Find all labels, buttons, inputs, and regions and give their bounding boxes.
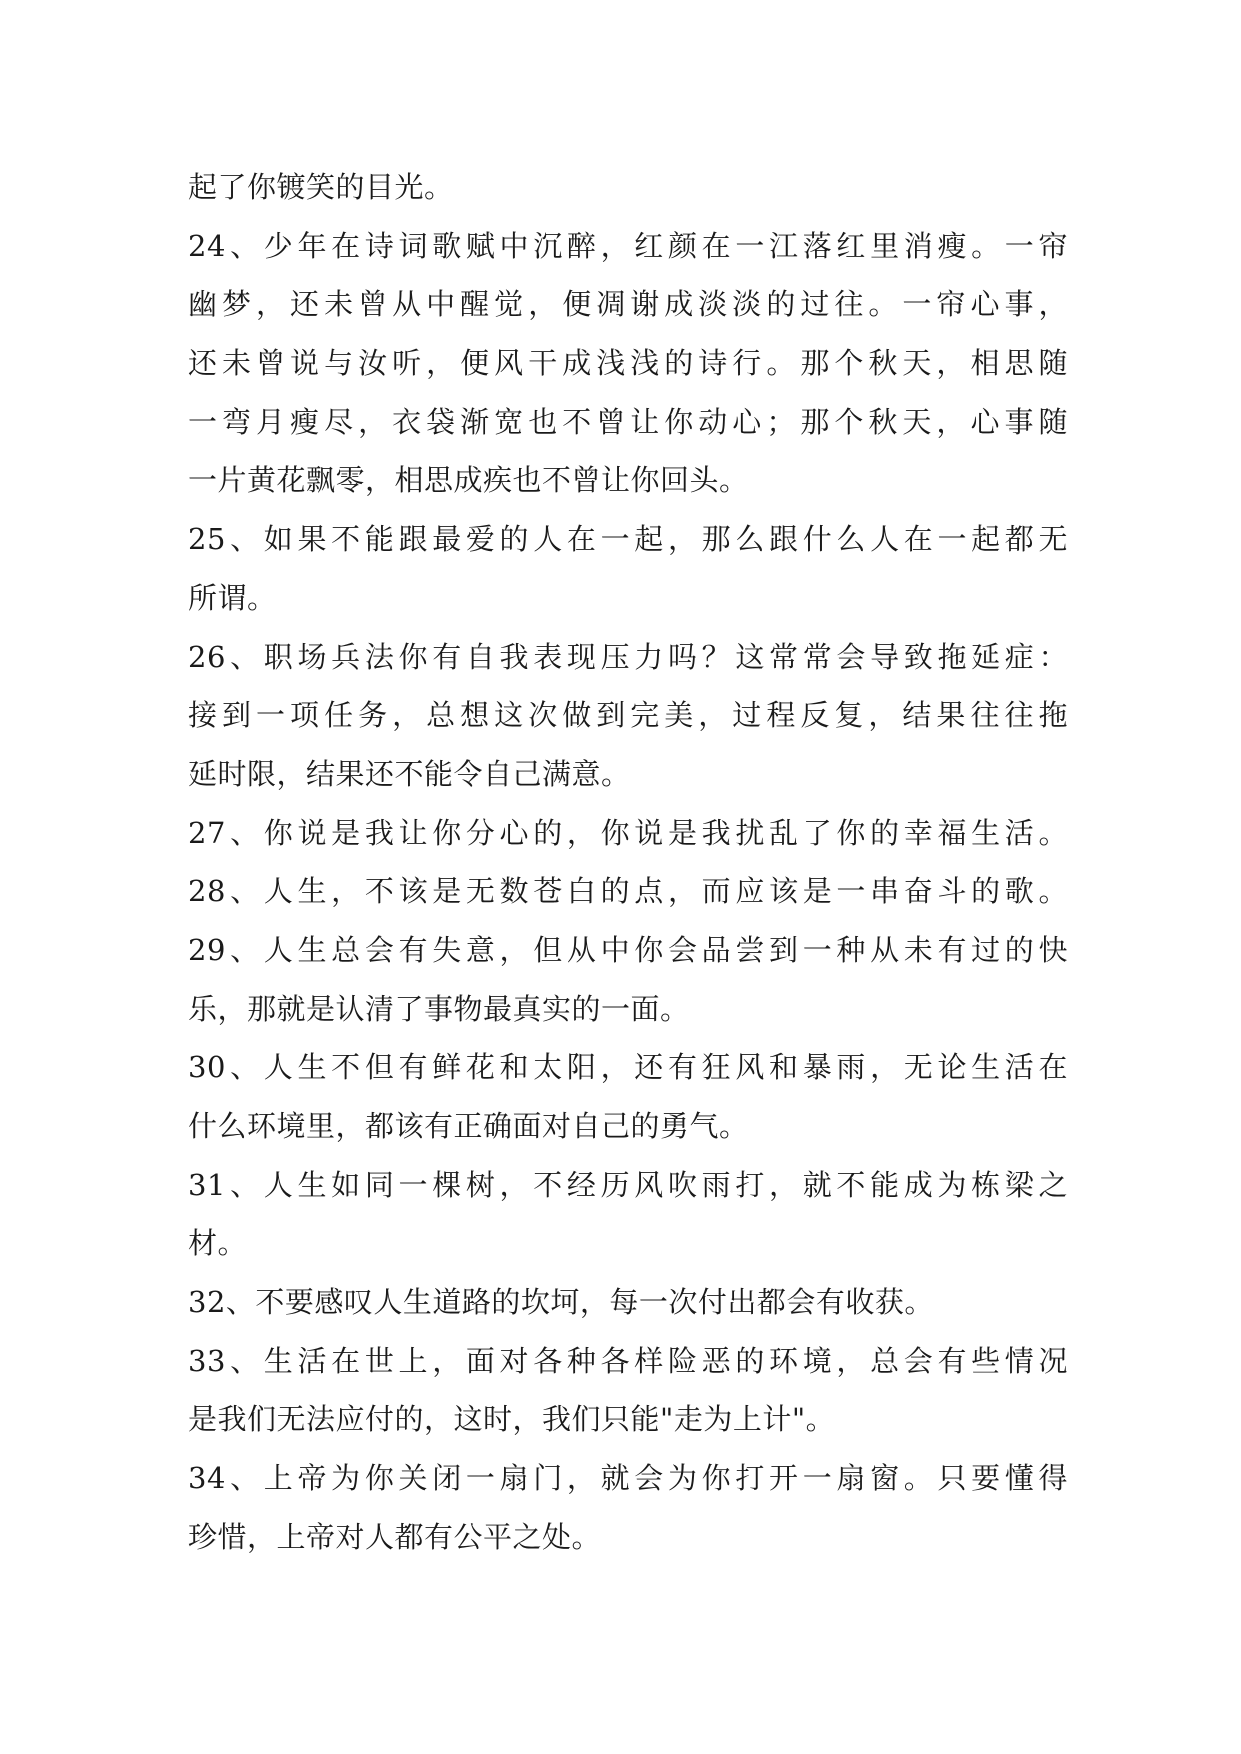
text-line: 所谓。 bbox=[188, 580, 277, 615]
text-line: 什么环境里，都该有正确面对自己的勇气。 bbox=[188, 1109, 749, 1143]
text-line: 乐，那就是认清了事物最真实的一面。 bbox=[188, 991, 690, 1026]
text-line: 31、人生如同一棵树，不经历风吹雨打，就不能成为栋梁之 bbox=[188, 1167, 1068, 1202]
text-line: 接到一项任务，总想这次做到完美，过程反复，结果往往拖 bbox=[188, 698, 1068, 733]
text-line: 34、上帝为你关闭一扇门，就会为你打开一扇窗。只要懂得 bbox=[188, 1461, 1068, 1496]
text-line: 28、人生，不该是无数苍白的点，而应该是一串奋斗的歌。 bbox=[188, 874, 1068, 909]
text-line: 29、人生总会有失意，但从中你会品尝到一种从未有过的快 bbox=[188, 932, 1068, 967]
text-line: 一片黄花飘零，相思成疾也不曾让你回头。 bbox=[188, 463, 749, 498]
text-line: 33、生活在世上，面对各种各样险恶的环境，总会有些情况 bbox=[188, 1343, 1068, 1378]
text-line: 27、你说是我让你分心的，你说是我扰乱了你的幸福生活。 bbox=[188, 815, 1068, 850]
text-line: 还未曾说与汝听，便风干成浅浅的诗行。那个秋天，相思随 bbox=[188, 346, 1068, 381]
text-line: 24、少年在诗词歌赋中沉醉，红颜在一江落红里消瘦。一帘 bbox=[188, 228, 1068, 263]
text-line: 32、不要感叹人生道路的坎坷，每一次付出都会有收获。 bbox=[188, 1285, 934, 1320]
text-line: 材。 bbox=[188, 1226, 248, 1261]
text-line: 珍惜，上帝对人都有公平之处。 bbox=[188, 1519, 602, 1554]
text-line: 30、人生不但有鲜花和太阳，还有狂风和暴雨，无论生活在 bbox=[188, 1050, 1068, 1085]
text-line: 起了你镀笑的目光。 bbox=[188, 170, 454, 204]
text-line: 25、如果不能跟最爱的人在一起，那么跟什么人在一起都无 bbox=[188, 522, 1068, 557]
text-line: 是我们无法应付的，这时，我们只能"走为上计"。 bbox=[188, 1402, 836, 1437]
document-body bbox=[188, 158, 1068, 1567]
text-line: 一弯月瘦尽，衣袋渐宽也不曾让你动心；那个秋天，心事随 bbox=[188, 404, 1068, 439]
text-line: 26、职场兵法你有自我表现压力吗？这常常会导致拖延症： bbox=[188, 639, 1068, 674]
text-line: 幽梦，还未曾从中醒觉，便凋谢成淡淡的过往。一帘心事， bbox=[188, 287, 1068, 322]
text-line: 延时限，结果还不能令自己满意。 bbox=[188, 756, 631, 791]
